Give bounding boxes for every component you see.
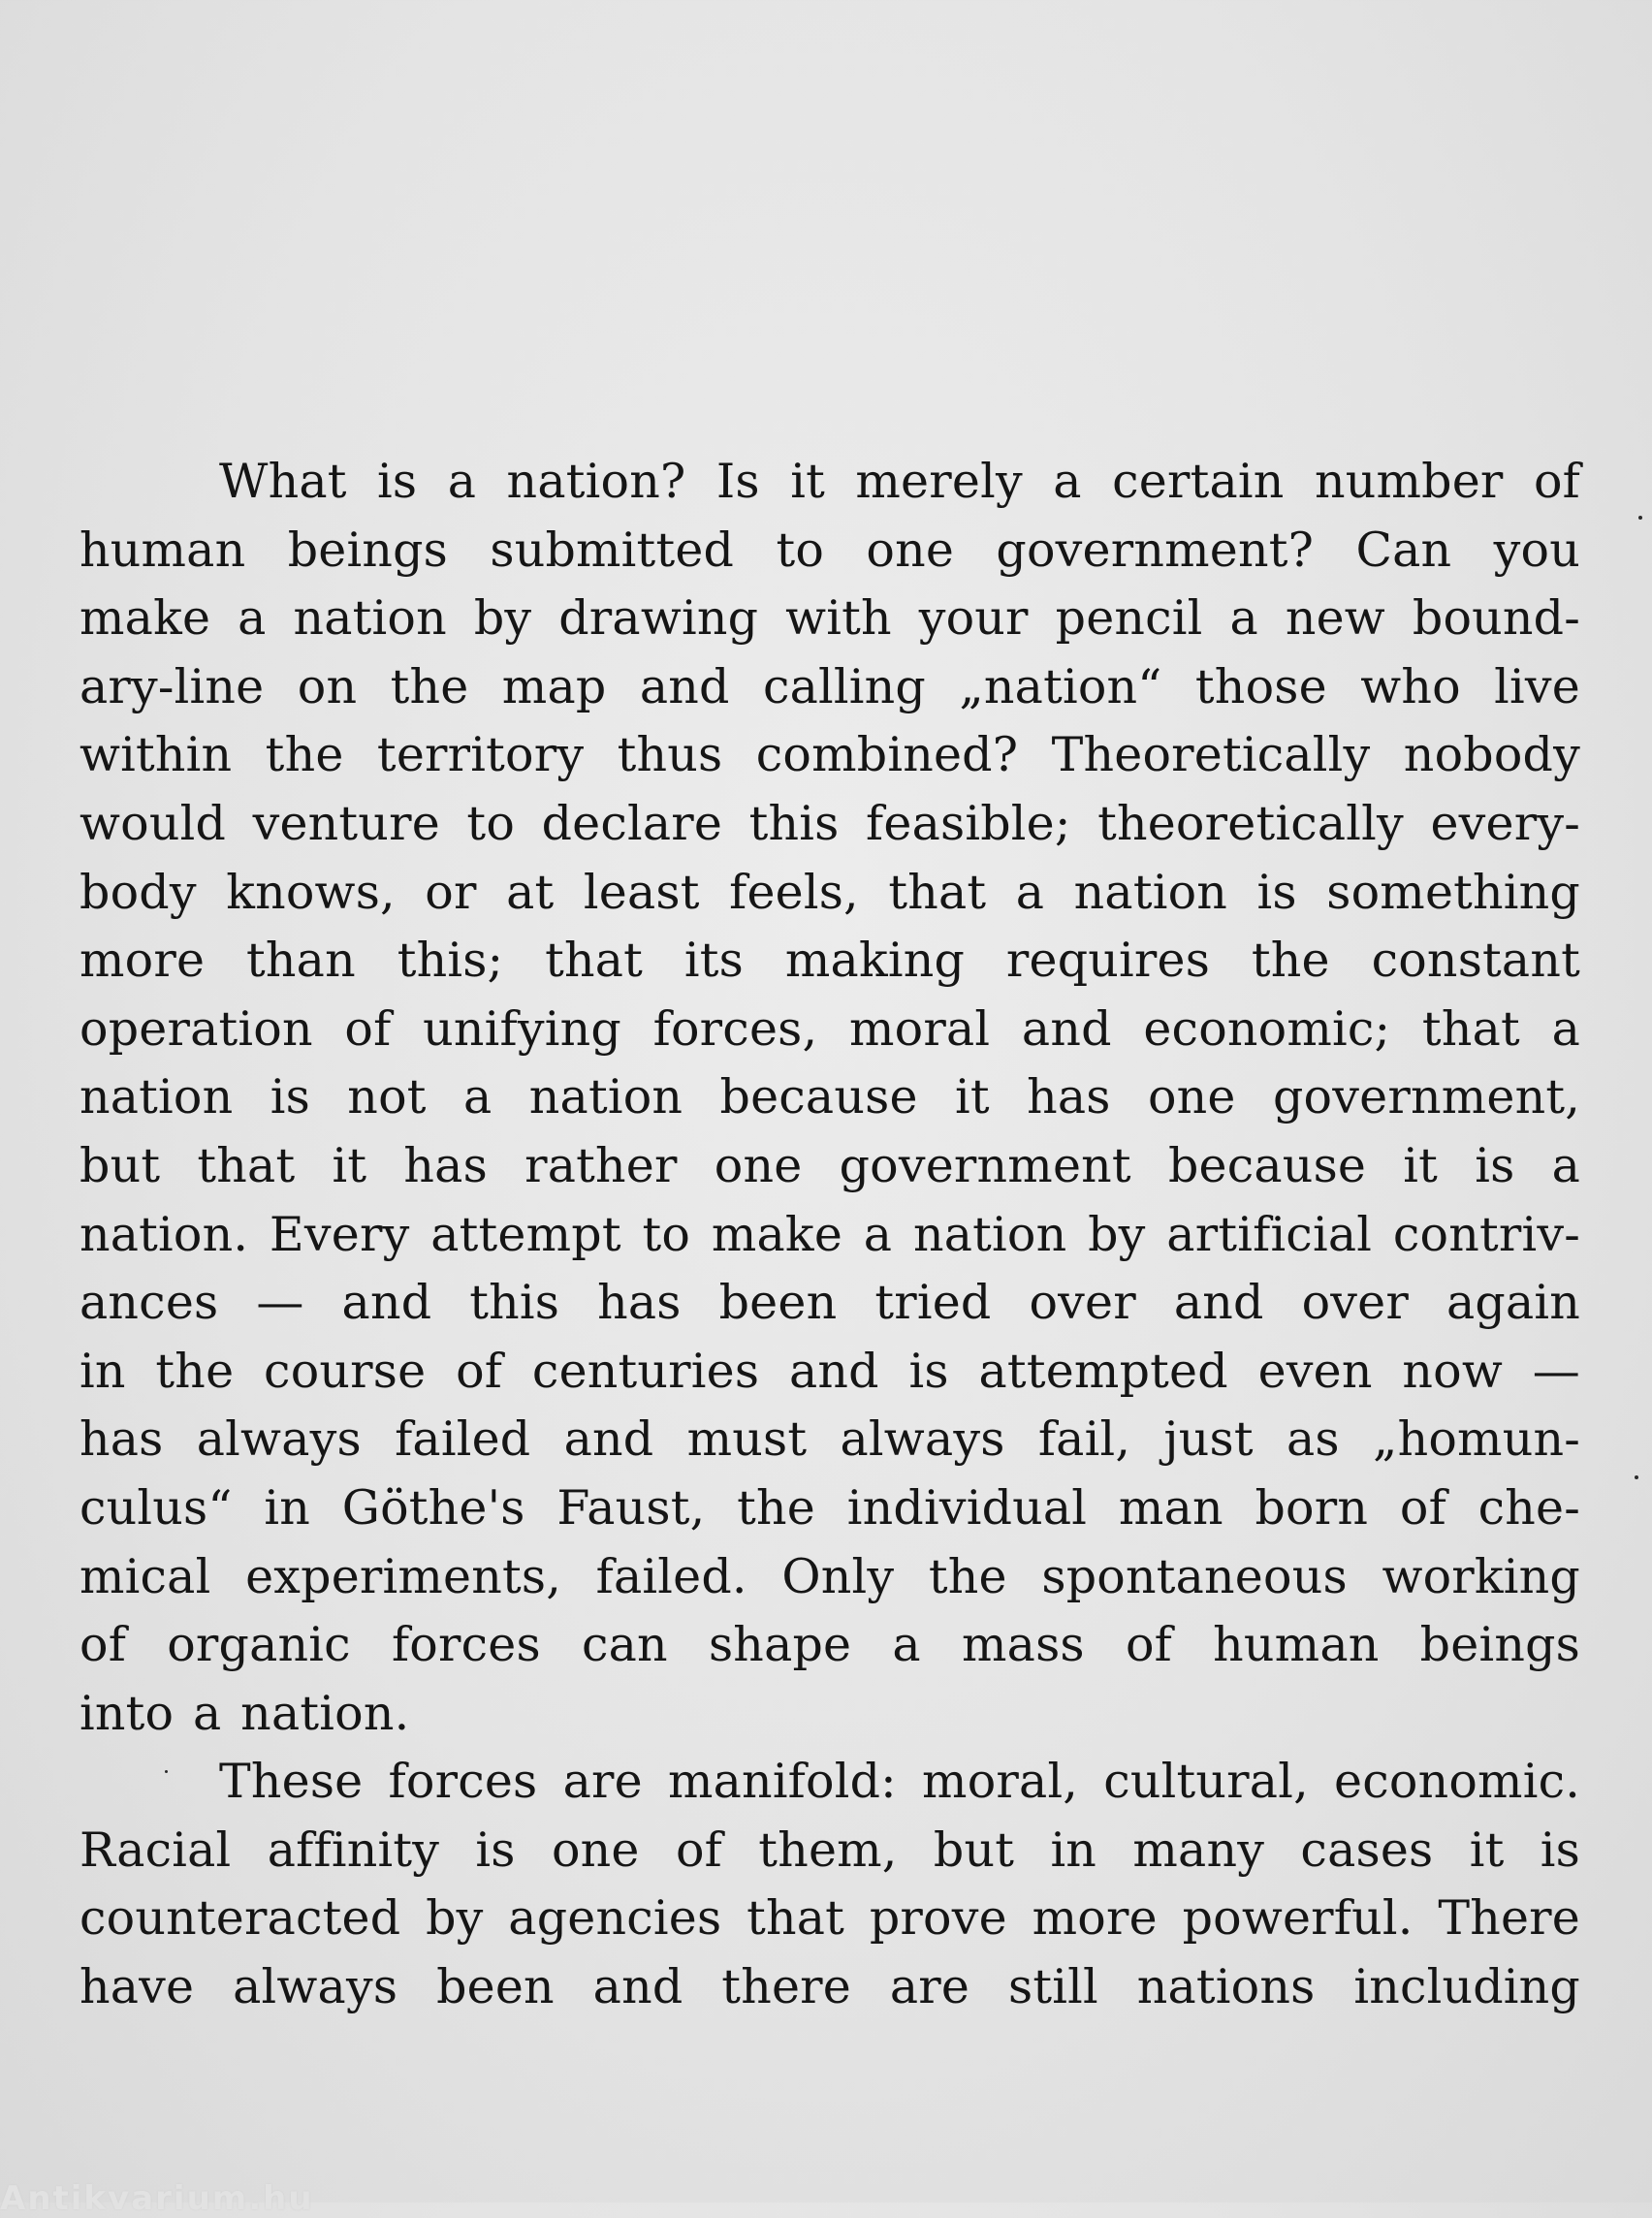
- text-line: mical experiments, failed. Only the spontaneous working: [79, 1548, 1580, 1604]
- text-line: more than this; that its making requires the constant: [79, 933, 1580, 989]
- text-line: make a nation by drawing with your pencil a new bound-: [79, 590, 1580, 647]
- text-line: have always been and there are still nations including: [79, 1959, 1580, 2015]
- text-line: culus“ in Göthe's Faust, the individual man born of che-: [79, 1479, 1580, 1536]
- text-line: Racial affinity is one of them, but in many cases it is: [79, 1822, 1580, 1878]
- text-line: body knows, or at least feels, that a nation is something: [79, 864, 1580, 920]
- text-line: has always failed and must always fail, just as „homun-: [79, 1411, 1580, 1468]
- text-line: in the course of centuries and is attempted even now —: [79, 1343, 1580, 1399]
- paper-speck: [1635, 1475, 1638, 1479]
- text-line: ary-line on the map and calling „nation“ those who live: [79, 658, 1580, 714]
- text-line: nation. Every attempt to make a nation by artificial contriv-: [79, 1206, 1580, 1262]
- paragraph-1: [79, 448, 1580, 1748]
- text-line: counteracted by agencies that prove more powerful. There: [79, 1890, 1580, 1947]
- text-line: human beings submitted to one government? Can you: [79, 522, 1580, 578]
- text-line: What is a nation? Is it merely a certain number of: [219, 454, 1580, 509]
- text-line: nation is not a nation because it has one government,: [79, 1069, 1580, 1125]
- text-line: within the territory thus combined? Theoretically nobody: [79, 727, 1580, 783]
- paper-speck: [1638, 516, 1642, 520]
- watermark: Antikvarium.hu: [0, 2179, 314, 2218]
- paper-speck: [165, 1770, 168, 1773]
- paragraph-2: [79, 1748, 1580, 2021]
- text-line: would venture to declare this feasible; theoretically every-: [79, 795, 1580, 851]
- text-line: ances — and this has been tried over and over again: [79, 1275, 1580, 1331]
- text-line: into a nation.: [79, 1685, 410, 1741]
- text-line: but that it has rather one government because it is a: [79, 1137, 1580, 1193]
- text-line: operation of unifying forces, moral and economic; that a: [79, 1000, 1580, 1057]
- text-line: of organic forces can shape a mass of human beings: [79, 1617, 1580, 1673]
- body-text: [79, 448, 1580, 2022]
- text-line: These forces are manifold: moral, cultural, economic.: [219, 1754, 1580, 1810]
